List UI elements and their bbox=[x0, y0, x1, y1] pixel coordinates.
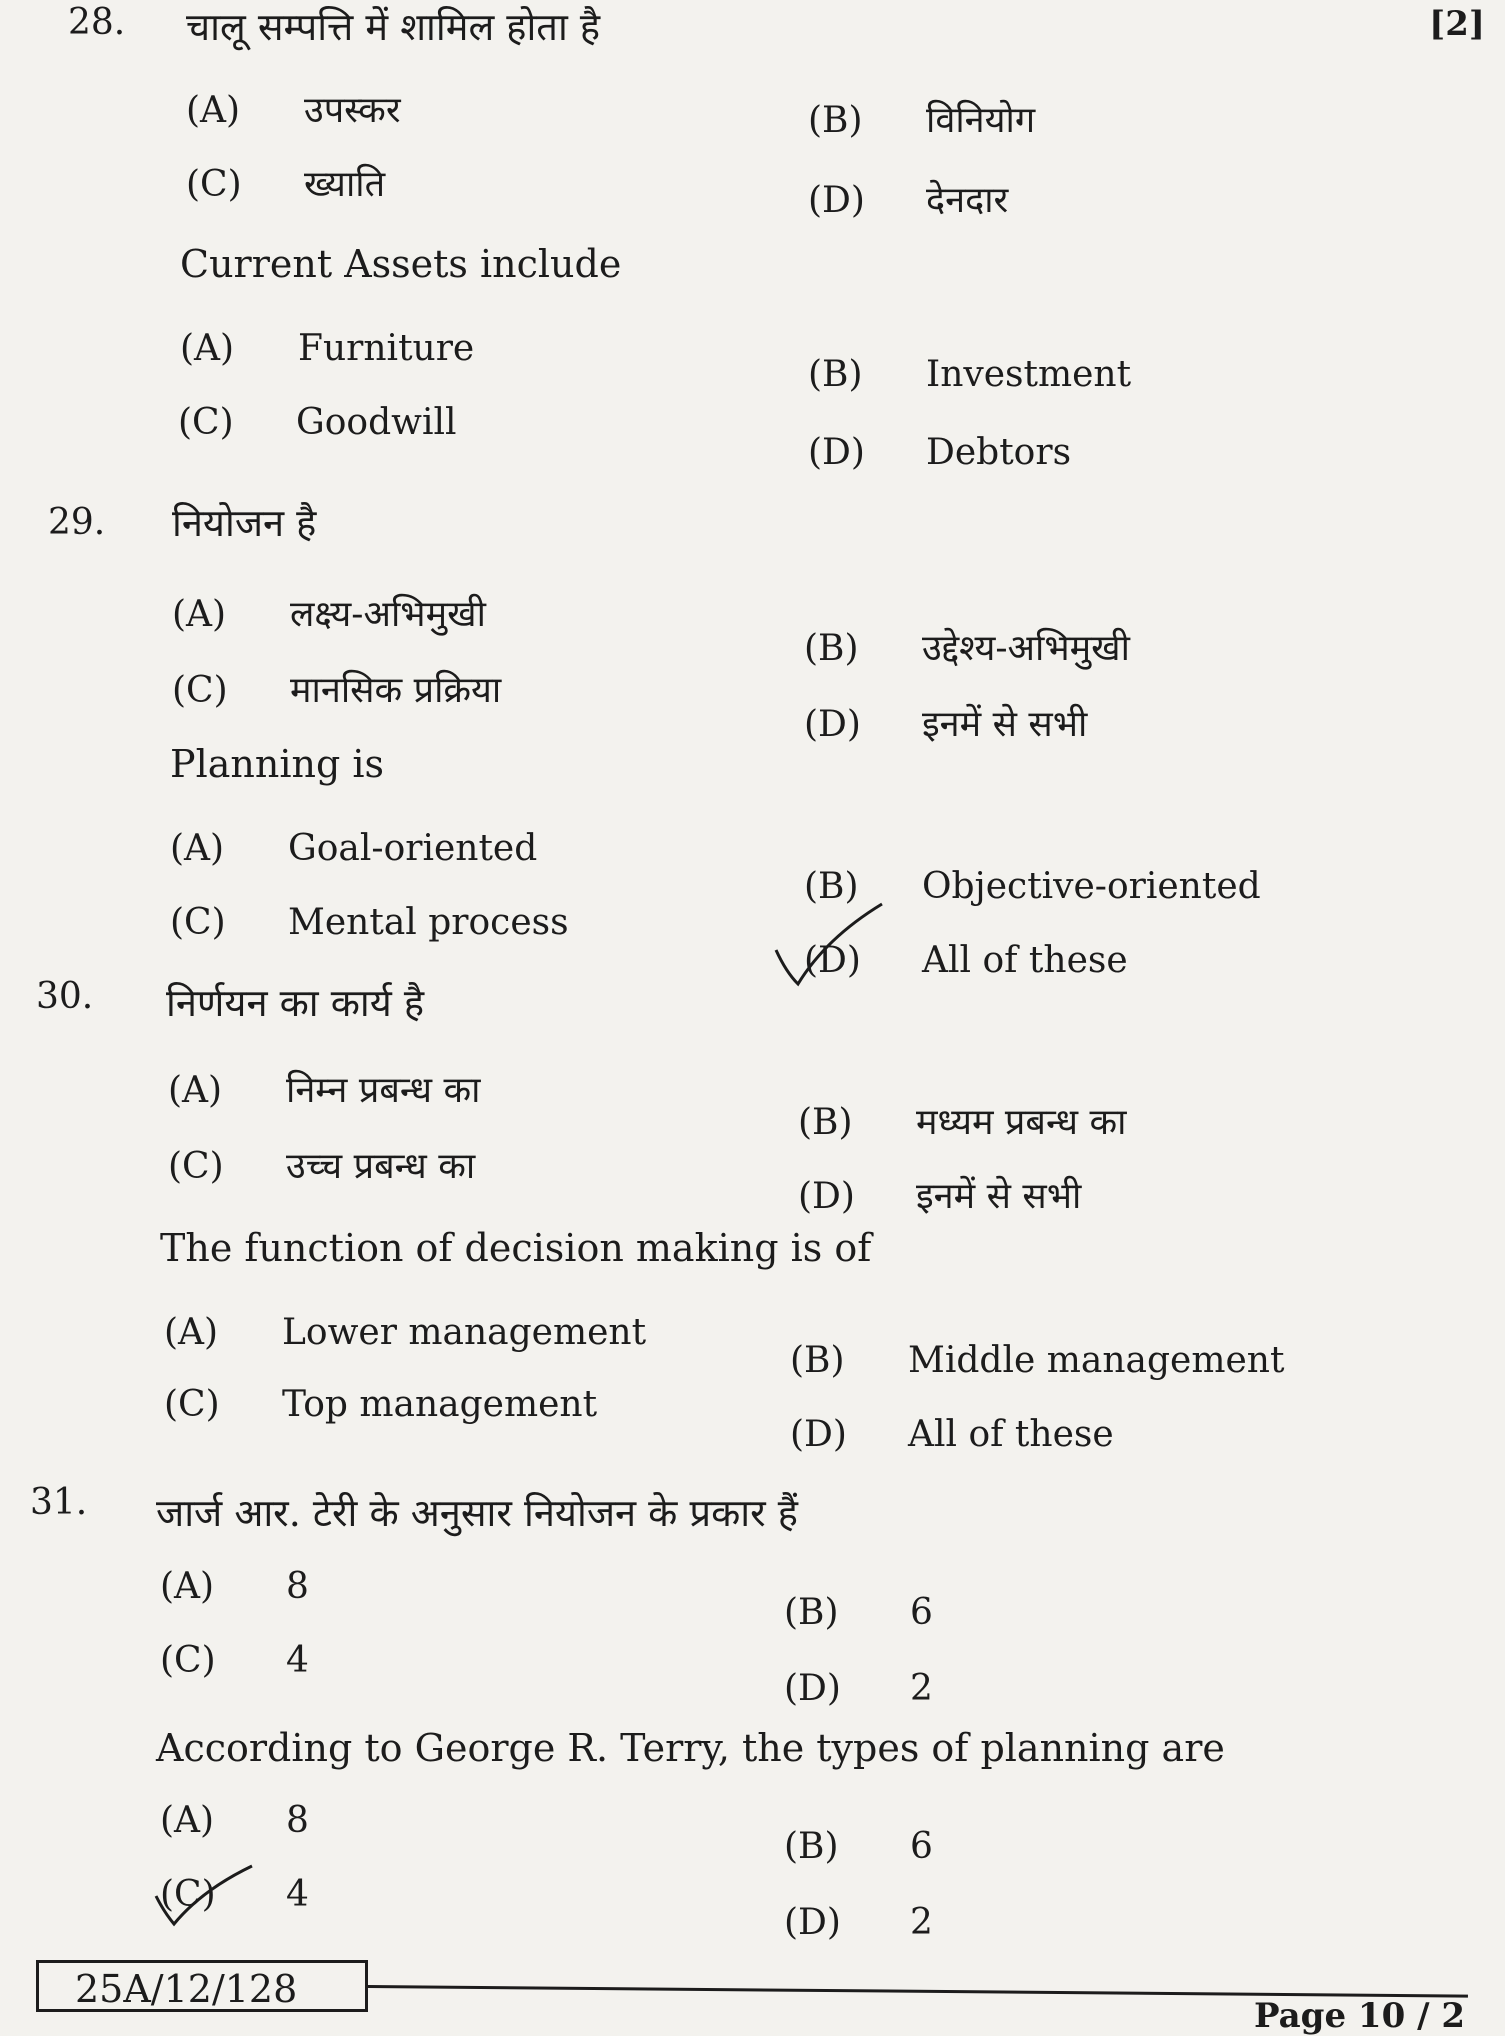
q28-english-option-a: (A) Furniture bbox=[180, 328, 475, 369]
question-29-number: 29. bbox=[48, 502, 106, 543]
q30-english-option-c: (C) Top management bbox=[164, 1384, 598, 1425]
q29-hindi-option-c: (C) मानसिक प्रक्रिया bbox=[172, 670, 502, 711]
q31-hindi-option-c: (C) 4 bbox=[160, 1640, 309, 1681]
q30-hindi-option-a: (A) निम्न प्रबन्ध का bbox=[168, 1070, 481, 1111]
q28-hindi-option-b: (B) विनियोग bbox=[808, 100, 1036, 141]
q30-hindi-option-c: (C) उच्च प्रबन्ध का bbox=[168, 1146, 476, 1187]
question-29-english-text: Planning is bbox=[170, 742, 385, 786]
q31-english-option-b: (B) 6 bbox=[784, 1826, 933, 1867]
answer-tick-mark-q31 bbox=[152, 1860, 262, 1930]
q29-hindi-option-a: (A) लक्ष्य-अभिमुखी bbox=[172, 594, 486, 635]
question-30-english-text: The function of decision making is of bbox=[160, 1226, 872, 1270]
q28-hindi-option-d: (D) देनदार bbox=[808, 180, 1009, 221]
q30-hindi-option-b: (B) मध्यम प्रबन्ध का bbox=[798, 1102, 1127, 1143]
marks-label: [2] bbox=[1429, 4, 1485, 44]
q29-english-option-b: (B) Objective-oriented bbox=[804, 866, 1261, 907]
q31-hindi-option-a: (A) 8 bbox=[160, 1566, 309, 1607]
q30-hindi-option-d: (D) इनमें से सभी bbox=[798, 1176, 1082, 1217]
q31-english-option-c: (C) 4 bbox=[160, 1874, 309, 1915]
question-31-english-text: According to George R. Terry, the types of planning are bbox=[156, 1726, 1225, 1770]
q28-english-option-b: (B) Investment bbox=[808, 354, 1132, 395]
q31-english-option-d: (D) 2 bbox=[784, 1902, 933, 1943]
q31-hindi-option-b: (B) 6 bbox=[784, 1592, 933, 1633]
question-28-english-text: Current Assets include bbox=[180, 242, 622, 286]
question-31-number: 31. bbox=[30, 1482, 88, 1523]
page-number: Page 10 / 2 bbox=[1254, 1996, 1465, 2036]
q29-english-option-c: (C) Mental process bbox=[170, 902, 569, 943]
q31-hindi-option-d: (D) 2 bbox=[784, 1668, 933, 1709]
question-30-number: 30. bbox=[36, 976, 94, 1017]
question-28-number: 28. bbox=[68, 2, 126, 43]
q30-english-option-d: (D) All of these bbox=[790, 1414, 1114, 1455]
q28-hindi-option-c: (C) ख्याति bbox=[186, 164, 386, 205]
q29-hindi-option-d: (D) इनमें से सभी bbox=[804, 704, 1088, 745]
q29-hindi-option-b: (B) उद्देश्य-अभिमुखी bbox=[804, 628, 1130, 669]
q29-english-option-d: (D) All of these bbox=[804, 940, 1128, 981]
paper-code-box: 25A/12/128 bbox=[36, 1960, 368, 2012]
question-28-hindi-text: चालू सम्पत्ति में शामिल होता है bbox=[186, 5, 601, 49]
q29-english-option-a: (A) Goal-oriented bbox=[170, 828, 538, 869]
answer-tick-mark-q29 bbox=[770, 898, 890, 988]
q28-hindi-option-a: (A) उपस्कर bbox=[186, 90, 401, 131]
question-31-hindi-text: जार्ज आर. टेरी के अनुसार नियोजन के प्रकार हैं bbox=[156, 1491, 798, 1535]
question-29-hindi-text: नियोजन है bbox=[172, 501, 317, 545]
q30-english-option-a: (A) Lower management bbox=[164, 1312, 647, 1353]
q30-english-option-b: (B) Middle management bbox=[790, 1340, 1285, 1381]
q31-english-option-a: (A) 8 bbox=[160, 1800, 309, 1841]
q28-english-option-d: (D) Debtors bbox=[808, 432, 1072, 473]
question-30-hindi-text: निर्णयन का कार्य है bbox=[166, 981, 425, 1025]
q28-english-option-c: (C) Goodwill bbox=[178, 402, 457, 443]
